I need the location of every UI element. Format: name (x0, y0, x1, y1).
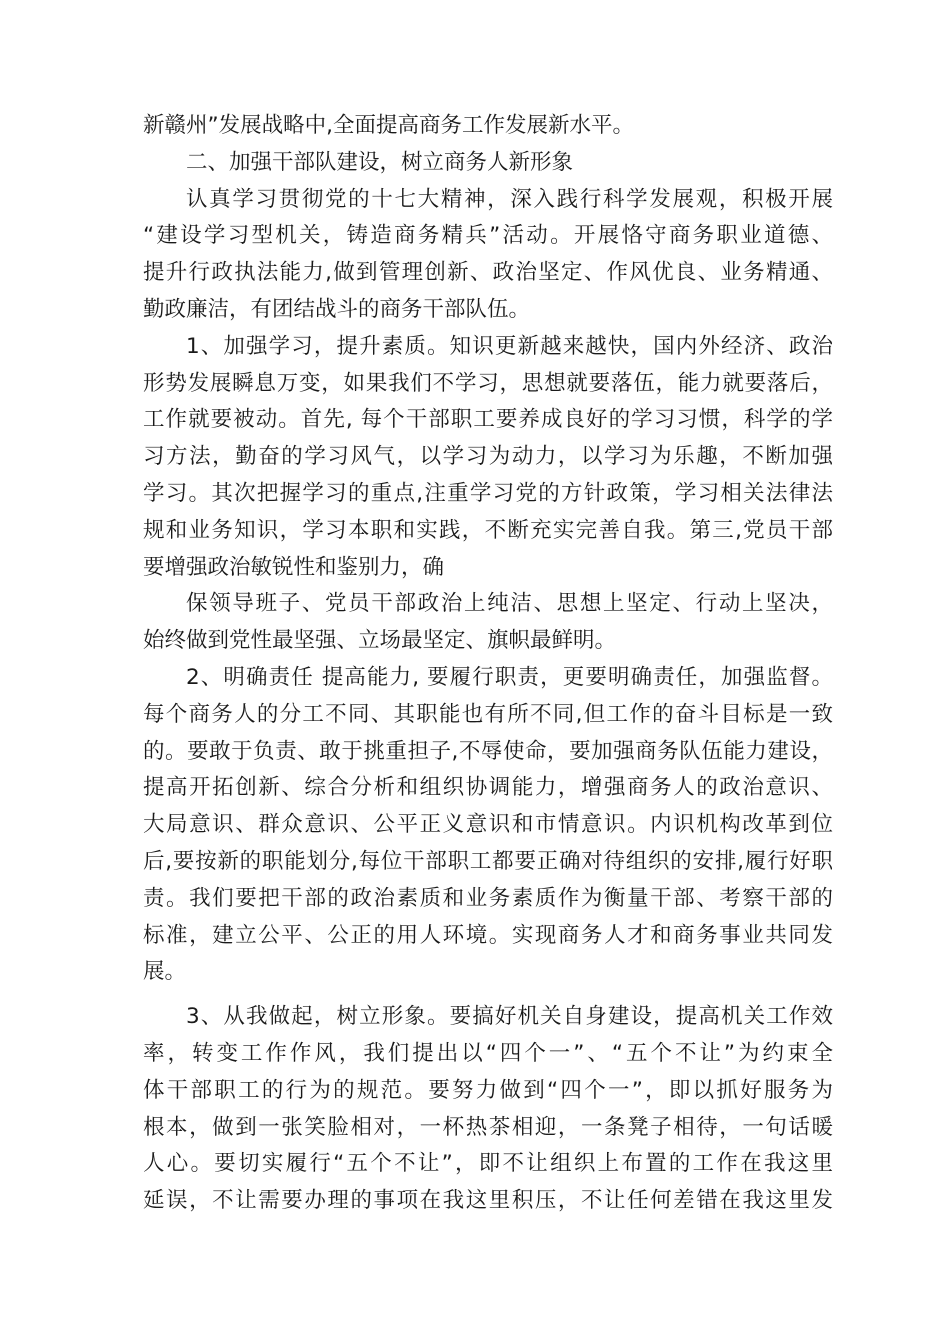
text-line: 后,要按新的职能划分,每位干部职工都要正确对待组织的安排,履行好职 (143, 848, 833, 874)
text-line: 新赣州”发展战略中,全面提高商务工作发展新水平。 (143, 113, 634, 138)
text-line: 大局意识、群众意识、公平正义意识和市情意识。内识机构改革到位 (143, 812, 833, 838)
text-line: 提升行政执法能力,做到管理创新、政治坚定、作风优良、业务精通、 (143, 260, 833, 286)
text-line: 习方法，勤奋的学习风气，以学习为动力，以学习为乐趣，不断加强 (143, 444, 833, 470)
text-line: 二、加强干部队建设，树立商务人新形象 (186, 149, 574, 175)
text-line: 的。要敢于负责、敢于挑重担子,不辱使命，要加强商务队伍能力建设， (143, 738, 833, 764)
text-line: 每个商务人的分工不同、其职能也有所不同,但工作的奋斗目标是一致 (143, 701, 833, 727)
text-line: 要增强政治敏锐性和鉴别力，确 (143, 554, 445, 580)
text-line: 3、从我做起，树立形象。要搞好机关自身建设，提高机关工作效 (186, 1004, 833, 1030)
text-line: 工作就要被动。首先, 每个干部职工要养成良好的学习习惯，科学的学 (143, 407, 833, 433)
text-line: 人心。要切实履行“五个不让”，即不让组织上布置的工作在我这里 (143, 1151, 833, 1177)
text-line: 提高开拓创新、综合分析和组织协调能力，增强商务人的政治意识、 (143, 775, 833, 801)
text-line: 根本，做到一张笑脸相对，一杯热茶相迎，一条凳子相待，一句话暖 (143, 1114, 833, 1140)
text-line: 认真学习贯彻党的十七大精神，深入践行科学发展观，积极开展 (186, 186, 833, 212)
text-line: 率，转变工作作风，我们提出以“四个一”、“五个不让”为约束全 (143, 1040, 833, 1066)
text-line: 延误，不让需要办理的事项在我这里积压，不让任何差错在我这里发 (143, 1188, 833, 1214)
text-line: 体干部职工的行为的规范。要努力做到“四个一”，即以抓好服务为 (143, 1077, 833, 1103)
text-line: 1、加强学习，提升素质。知识更新越来越快，国内外经济、政治 (186, 333, 833, 359)
text-line: 责。我们要把干部的政治素质和业务素质作为衡量干部、考察干部的 (143, 885, 833, 911)
text-line: 展。 (143, 959, 187, 985)
text-line: “建设学习型机关，铸造商务精兵”活动。开展恪守商务职业道德、 (143, 223, 833, 249)
text-line: 保领导班子、党员干部政治上纯洁、思想上坚定、行动上坚决， (186, 591, 833, 617)
document-body (143, 108, 833, 1220)
text-line: 2、明确责任 提高能力, 要履行职责，更要明确责任，加强监督。 (186, 664, 833, 690)
paragraph-gap (143, 991, 833, 999)
text-line: 勤政廉洁，有团结战斗的商务干部队伍。 (143, 296, 531, 322)
text-line: 规和业务知识，学习本职和实践，不断充实完善自我。第三,党员干部 (143, 517, 833, 543)
text-line: 学习。其次把握学习的重点,注重学习党的方针政策，学习相关法律法 (143, 480, 833, 506)
text-line: 始终做到党性最坚强、立场最坚定、旗帜最鲜明。 (143, 628, 617, 654)
text-line: 形势发展瞬息万变，如果我们不学习，思想就要落伍，能力就要落后， (143, 370, 833, 396)
text-line: 标准，建立公平、公正的用人环境。实现商务人才和商务事业共同发 (143, 922, 833, 948)
